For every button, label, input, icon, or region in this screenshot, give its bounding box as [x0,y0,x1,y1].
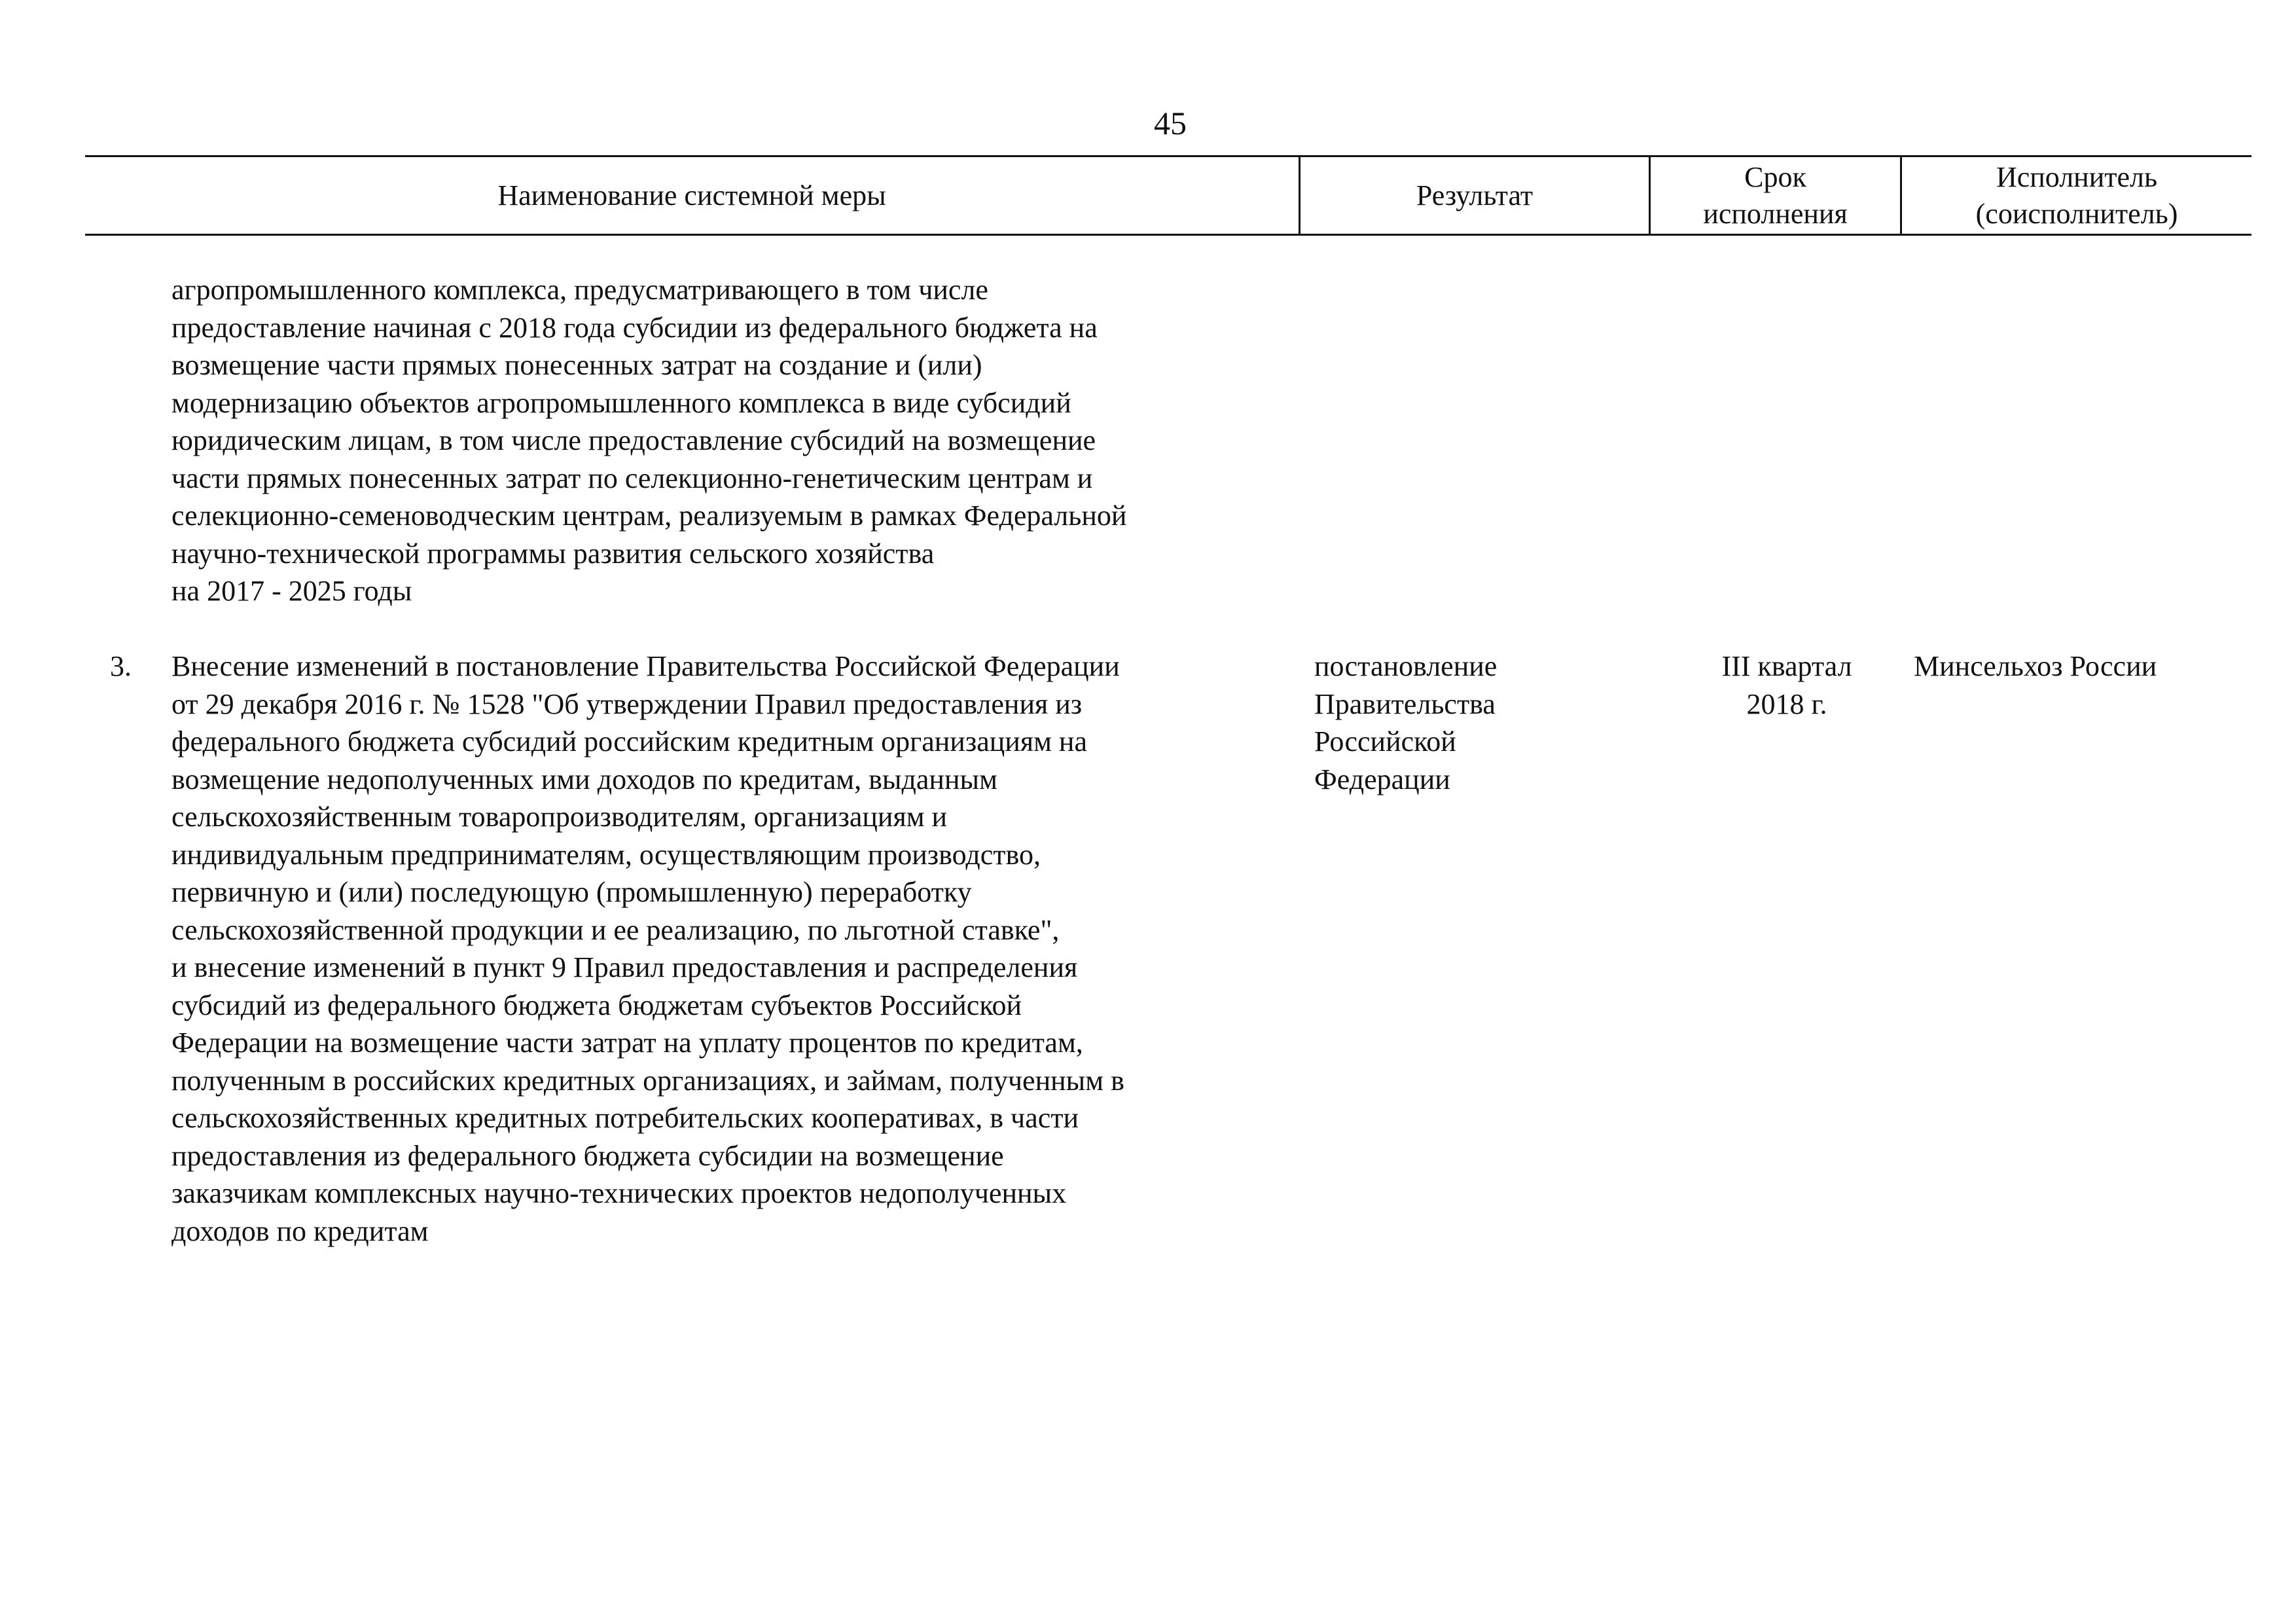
header-result [1299,157,1649,234]
row-measure-name: агропромышленного комплекса, предусматривающего в том числе предоставление начиная с 2018 года субсидии из федерального бюджета на возмещение части прямых понесенных затрат на создание и (или) модернизацию объектов агропромышленного комплекса в виде субсидий юридическим лицам, в том числе предоставление субсидий на возмещение части прямых понесенных затрат по селекционно-генетическим центрам и селекционно-семеноводческим центрам, реализуемым в рамках Федеральной научно-технической программы развития сельского хозяйства на 2017 - 2025 годы [171,274,1127,607]
table-header [85,155,2251,236]
header-executor [1900,157,2251,234]
header-executor-line2: (соисполнитель) [1975,197,2178,230]
header-name [85,157,1299,234]
row-number: 3. [110,650,132,682]
row-result: постановление Правительства Российской Федерации [1314,650,1498,795]
header-term [1649,157,1900,234]
row-measure-name: Внесение изменений в постановление Правительства Российской Федерации от 29 декабря 2016 г. № 1528 "Об утверждении Правил предоставления из федерального бюджета субсидий российским кредитным организациям на возмещение недополученных ими доходов по кредитам, выданным сельскохозяйственным товаропроизводителям, организациям и индивидуальным предпринимателям, осуществляющим производство, первичную и (или) последующую (промышленную) переработку сельскохозяйственной продукции и ее реализацию, по льготной ставке", и внесение изменений в пункт 9 Правил предоставления и распределения субсидий из федерального бюджета бюджетам субъектов Российской Федерации на возмещение части затрат на уплату процентов по кредитам, полученным в российских кредитных организациях, и займам, полученным в сельскохозяйственных кредитных потребительских кооперативах, в части предоставления из федерального бюджета субсидии на возмещение заказчикам комплексных научно-технических проектов недополученных доходов по кредитам [171,650,1124,1247]
header-name-label: Наименование системной меры [497,179,886,211]
header-executor-line1: Исполнитель [1996,160,2158,193]
header-result-label: Результат [1416,179,1534,211]
page-number: 45 [1154,105,1187,141]
header-term-line1: Срок [1744,160,1806,193]
row-executor: Минсельхоз России [1914,650,2157,682]
header-term-line2: исполнения [1703,197,1848,230]
row-term: III квартал 2018 г. [1721,650,1852,720]
